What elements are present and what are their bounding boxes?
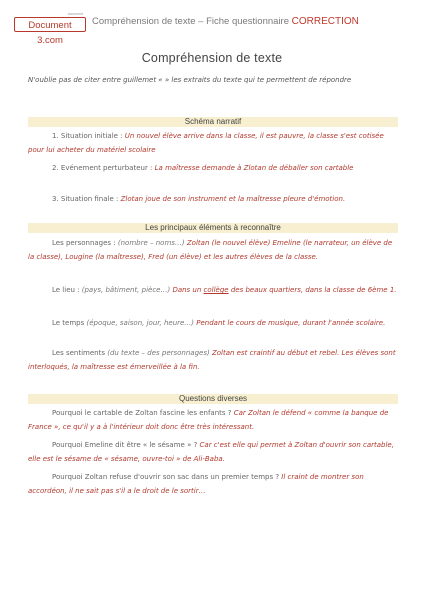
- logo[interactable]: [14, 12, 86, 46]
- answer-1-text: Car Zoltan le défend « comme la banque de France », ce qu'il y a à l'intérieur doit donc être très intéressant.: [28, 409, 389, 431]
- element-sentiments: [28, 347, 400, 374]
- schema-answer-3: Zlotan joue de son instrument et la maîtresse pleure d'émotion.: [120, 195, 346, 203]
- schema-item-3: [28, 193, 400, 207]
- element-temps: [28, 317, 400, 331]
- element-personnages: [28, 237, 400, 264]
- schema-label-1: 1. Situation initiale :: [52, 132, 125, 140]
- question-3: [28, 471, 400, 498]
- personnages-answer: Zoltan (le nouvel élève) Emeline (le narrateur, un élève de la classe), Lougine (la maîtresse), Fred (un élève) et les autres élèves de la classe.: [28, 239, 393, 261]
- schema-answer-2: La maîtresse demande à Zlotan de déballer son cartable: [154, 164, 354, 172]
- temps-label: Le temps: [52, 319, 87, 327]
- schema-label-2: 2. Evénement perturbateur :: [52, 164, 155, 172]
- personnages-hint: (nombre – noms…): [117, 239, 185, 247]
- element-lieu: [28, 284, 400, 298]
- correction-label: CORRECTION: [291, 16, 359, 27]
- temps-answer: Pendant le cours de musique, durant l'année scolaire.: [194, 319, 386, 327]
- header-label: [92, 16, 359, 27]
- instruction-text: N'oublie pas de citer entre guillemet « » les extraits du texte qui te permettent de répondre: [28, 76, 352, 84]
- page-title: Compréhension de texte: [141, 51, 283, 65]
- schema-item-2: [28, 162, 400, 176]
- schema-label-3: 3. Situation finale :: [52, 195, 121, 203]
- logo-text: Document 3.com: [28, 20, 72, 46]
- page-header: [14, 12, 414, 46]
- lieu-answer-2: des beaux quartiers, dans la classe de 6ème 1.: [228, 286, 397, 294]
- schema-item-1: [28, 130, 400, 157]
- section-questions-diverses: Questions diverses: [28, 394, 398, 404]
- question-1: [28, 407, 400, 434]
- answer-3-text: Il craint de montrer son accordéon, il ne sait pas s'il a le droit de le sortir…: [28, 473, 364, 495]
- question-2-text: Pourquoi Emeline dit être « le sésame » ?: [52, 441, 200, 449]
- section-principaux-elements: Les principaux éléments à reconnaître: [28, 223, 398, 233]
- temps-hint: (époque, saison, jour, heure…): [86, 319, 195, 327]
- question-2: [28, 439, 400, 466]
- answer-2-text: Car c'est elle qui permet à Zoltan d'ouvrir son cartable, elle est le sésame de « sésame, ouvre-toi » de Ali-Baba.: [28, 441, 394, 463]
- lieu-hint: (pays, bâtiment, pièce…): [81, 286, 171, 294]
- sentiments-answer: Zoltan est craintif au début et rebel. Les élèves sont interloqués, la maîtresse est émerveillée à la fin.: [28, 349, 396, 371]
- section-schema-narratif: Schéma narratif: [28, 117, 398, 127]
- lieu-answer-college: collège: [203, 286, 229, 294]
- doc-label: Compréhension de texte – Fiche questionnaire: [92, 16, 289, 27]
- lieu-label: Le lieu :: [52, 286, 82, 294]
- logo-tag: document: [67, 12, 83, 16]
- schema-answer-1: Un nouvel élève arrive dans la classe, il est pauvre, la classe s'est cotisée pour lui acheter du matériel scolaire: [28, 132, 384, 154]
- personnages-label: Les personnages :: [52, 239, 118, 247]
- question-3-text: Pourquoi Zoltan refuse d'ouvrir son sac dans un premier temps ?: [52, 473, 282, 481]
- sentiments-hint: (du texte – des personnages): [107, 349, 210, 357]
- lieu-answer-1: Dans un: [170, 286, 204, 294]
- question-1-text: Pourquoi le cartable de Zoltan fascine les enfants ?: [52, 409, 234, 417]
- sentiments-label: Les sentiments: [52, 349, 108, 357]
